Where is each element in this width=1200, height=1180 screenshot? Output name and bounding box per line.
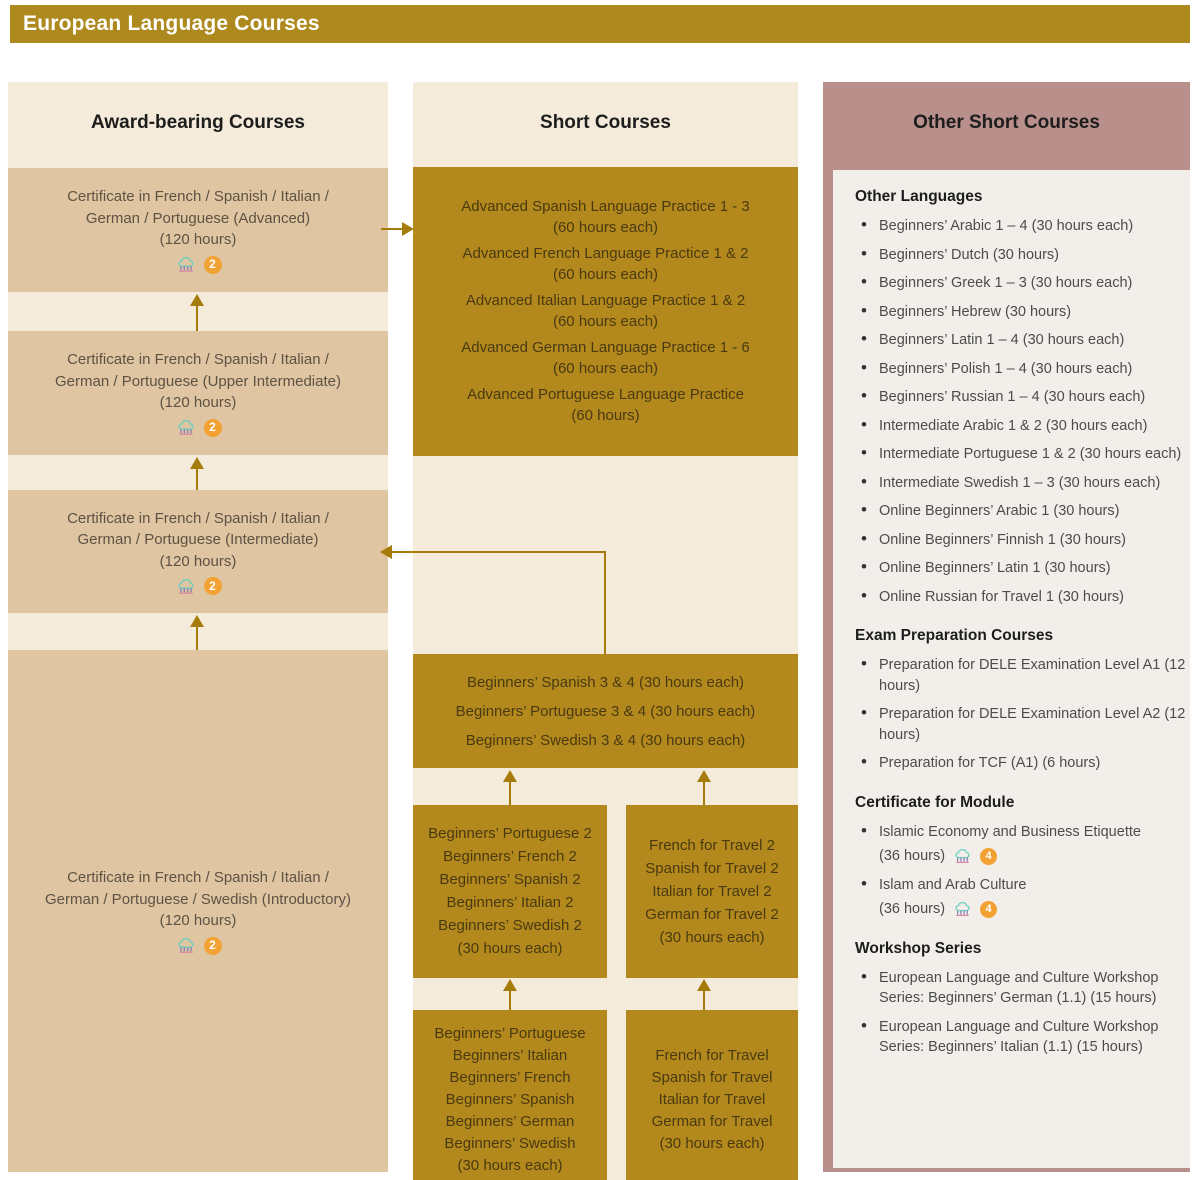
course-list-item: • Beginners’ Hebrew (30 hours)	[855, 302, 1186, 323]
course-line: Beginners’ Portuguese 2	[428, 825, 592, 842]
institution-tree-icon	[175, 578, 197, 595]
course-meta-row	[879, 846, 997, 867]
award-bearing-courses-column	[8, 82, 388, 1172]
course-list-item: • Preparation for TCF (A1) (6 hours)	[855, 753, 1186, 774]
short-column-title: Short Courses	[540, 112, 671, 133]
course-list-item	[855, 875, 1186, 920]
course-line: Beginners’ Spanish 3 & 4 (30 hours each)	[466, 674, 745, 691]
course-line: (30 hours each)	[659, 929, 765, 946]
section-heading-workshop-series: Workshop Series	[855, 939, 982, 957]
course-meta-row	[879, 899, 997, 920]
course-list-item: • Online Beginners’ Finnish 1 (30 hours)	[855, 530, 1186, 551]
course-list-item: • Beginners’ Polish 1 – 4 (30 hours each)	[855, 359, 1186, 380]
course-meta-row	[8, 937, 388, 955]
course-title: Advanced French Language Practice 1 & 2	[462, 245, 749, 262]
certificate-text-line: (120 hours)	[159, 394, 237, 412]
certificate-text-line: German / Portuguese / Swedish (Introductory)	[45, 890, 351, 908]
institution-tree-icon	[175, 256, 197, 273]
course-list-item: • Preparation for DELE Examination Level A1 (12 hours)	[855, 655, 1186, 696]
course-list-item: • European Language and Culture Workshop Series: Beginners’ Italian (1.1) (15 hours)	[855, 1017, 1186, 1058]
course-line: (30 hours each)	[457, 1157, 563, 1174]
certificate-box-upper-intermediate	[8, 331, 388, 455]
certificate-text-line: Certificate in French / Spanish / Italian /	[67, 509, 329, 527]
certificate-text-line: (120 hours)	[159, 552, 237, 570]
level-count-badge: 2	[204, 577, 222, 595]
beginners-3-4-box	[413, 654, 798, 768]
course-hours: (36 hours)	[879, 848, 946, 864]
course-hours: (60 hours)	[571, 407, 640, 424]
course-line: Beginners’ Swedish 3 & 4 (30 hours each)	[465, 732, 746, 749]
institution-tree-icon	[175, 937, 197, 954]
course-title: Advanced Spanish Language Practice 1 - 3	[461, 198, 750, 215]
course-list-item: • Preparation for DELE Examination Level A2 (12 hours)	[855, 704, 1186, 745]
certificate-text-line: Certificate in French / Spanish / Italian /	[67, 188, 329, 206]
certificate-text-line: German / Portuguese (Advanced)	[85, 209, 311, 227]
course-line: Beginners’ Italian 2	[446, 894, 574, 911]
certificate-box-advanced	[8, 168, 388, 292]
certificate-text-line: (120 hours)	[159, 231, 237, 249]
certificate-text-line: German / Portuguese (Upper Intermediate)	[55, 372, 341, 390]
course-line: German for Travel	[651, 1113, 773, 1130]
other-short-courses-column	[823, 82, 1190, 1172]
beginners-level1-box	[413, 1010, 607, 1180]
course-list-item: • Beginners’ Russian 1 – 4 (30 hours each)	[855, 387, 1186, 408]
course-list-item: • Online Russian for Travel 1 (30 hours)	[855, 587, 1186, 608]
course-meta-row	[8, 419, 388, 437]
course-hours: (36 hours)	[879, 901, 946, 917]
certificate-box-introductory	[8, 650, 388, 1172]
course-line: Beginners’ Portuguese	[434, 1025, 586, 1042]
course-meta-row	[8, 577, 388, 595]
award-column-title: Award-bearing Courses	[91, 112, 305, 133]
course-line: Beginners’ Swedish 2	[438, 917, 582, 934]
course-title: Advanced Italian Language Practice 1 & 2	[465, 292, 746, 309]
level-count-badge: 2	[204, 937, 222, 955]
course-line: Beginners’ French 2	[443, 848, 577, 865]
course-title: Advanced German Language Practice 1 - 6	[461, 339, 750, 356]
course-entry	[413, 384, 798, 426]
institution-tree-icon	[175, 419, 197, 436]
page-title-bar	[10, 5, 1190, 43]
course-entry	[413, 243, 798, 285]
course-line: (30 hours each)	[457, 940, 563, 957]
course-line: Spanish for Travel	[651, 1069, 773, 1086]
course-line: Beginners’ German	[445, 1113, 575, 1130]
course-line: French for Travel	[655, 1047, 769, 1064]
page-title: European Language Courses	[23, 12, 320, 35]
other-column-title: Other Short Courses	[913, 112, 1100, 133]
course-meta-row	[8, 256, 388, 274]
course-title: • Islam and Arab Culture	[879, 876, 1027, 893]
course-line: Spanish for Travel 2	[645, 860, 779, 877]
travel-level2-box	[626, 805, 798, 978]
section-heading-certificate-for-module: Certificate for Module	[855, 793, 1015, 811]
course-list-item: • Intermediate Swedish 1 – 3 (30 hours each)	[855, 473, 1186, 494]
course-list-item: • Beginners’ Latin 1 – 4 (30 hours each)	[855, 330, 1186, 351]
course-list-item: • Intermediate Portuguese 1 & 2 (30 hours each)	[855, 444, 1186, 465]
course-list-item: • European Language and Culture Workshop Series: Beginners’ German (1.1) (15 hours)	[855, 968, 1186, 1009]
course-line: German for Travel 2	[645, 906, 779, 923]
course-hours: (60 hours each)	[552, 313, 659, 330]
advanced-practice-box	[413, 167, 798, 456]
course-hours: (60 hours each)	[552, 360, 659, 377]
course-list-item: • Online Beginners’ Latin 1 (30 hours)	[855, 558, 1186, 579]
course-line: Italian for Travel 2	[652, 883, 772, 900]
certificate-text-line: German / Portuguese (Intermediate)	[77, 531, 319, 549]
certificate-text-line: (120 hours)	[159, 912, 237, 930]
course-entry	[413, 196, 798, 238]
course-list-item: • Beginners’ Greek 1 – 3 (30 hours each)	[855, 273, 1186, 294]
course-line: Beginners’ Swedish	[444, 1135, 576, 1152]
course-line: Beginners’ Italian	[452, 1047, 568, 1064]
certificate-box-intermediate	[8, 490, 388, 613]
institution-tree-icon	[952, 848, 973, 864]
certificate-text-line: Certificate in French / Spanish / Italian /	[67, 869, 329, 887]
course-line: Italian for Travel	[658, 1091, 766, 1108]
course-line: (30 hours each)	[659, 1135, 765, 1152]
section-heading-other-languages: Other Languages	[855, 188, 983, 205]
beginners-level2-box	[413, 805, 607, 978]
course-list-item: • Online Beginners’ Arabic 1 (30 hours)	[855, 501, 1186, 522]
certificate-text-line: Certificate in French / Spanish / Italian /	[67, 351, 329, 369]
travel-level1-box	[626, 1010, 798, 1180]
course-line: French for Travel 2	[649, 837, 775, 854]
section-heading-exam-preparation: Exam Preparation Courses	[855, 627, 1054, 644]
course-entry	[413, 290, 798, 332]
course-line: Beginners’ Spanish	[445, 1091, 575, 1108]
institution-tree-icon	[952, 901, 973, 917]
course-line: Beginners’ Spanish 2	[439, 871, 581, 888]
course-list-item: • Beginners’ Dutch (30 hours)	[855, 245, 1186, 266]
level-count-badge: 4	[980, 901, 997, 918]
course-hours: (60 hours each)	[552, 219, 659, 236]
level-count-badge: 4	[980, 848, 997, 865]
course-list-item	[855, 822, 1186, 867]
course-line: Beginners’ French	[449, 1069, 571, 1086]
course-list-item: • Intermediate Arabic 1 & 2 (30 hours each)	[855, 416, 1186, 437]
course-entry	[413, 337, 798, 379]
other-courses-panel	[833, 170, 1190, 1168]
level-count-badge: 2	[204, 419, 222, 437]
course-hours: (60 hours each)	[552, 266, 659, 283]
course-line: Beginners’ Portuguese 3 & 4 (30 hours each)	[455, 703, 756, 720]
course-list-item: • Beginners’ Arabic 1 – 4 (30 hours each)	[855, 216, 1186, 237]
course-title: • Islamic Economy and Business Etiquette	[879, 823, 1141, 840]
level-count-badge: 2	[204, 256, 222, 274]
course-title: Advanced Portuguese Language Practice	[467, 386, 744, 403]
